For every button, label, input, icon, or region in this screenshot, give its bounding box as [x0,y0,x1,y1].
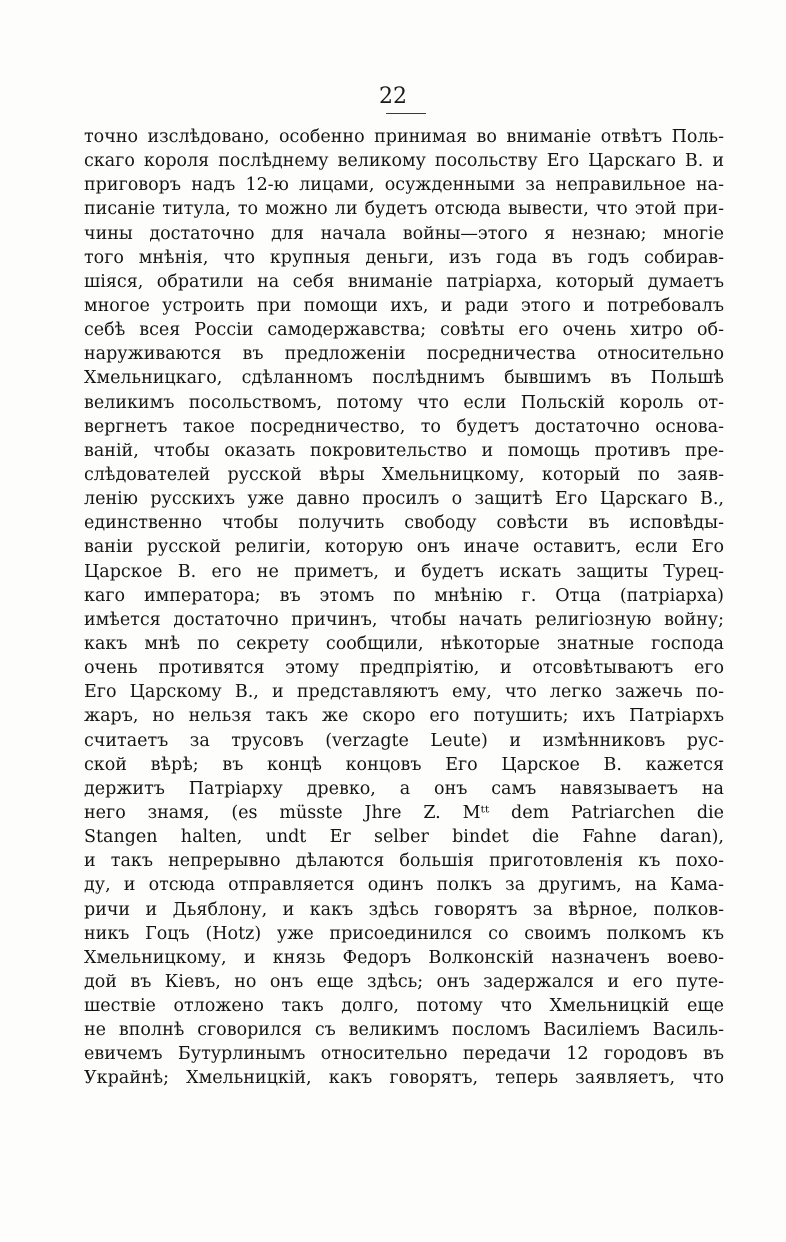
text-line: скаго короля послѣднему великому посольству Его Царскаго В. и [84,151,724,172]
text-line: того мнѣнія, что крупныя деньги, изъ года въ годъ собирав- [84,247,724,268]
text-line: единственно чтобы получить свободу совѣсти въ исповѣды- [84,513,724,534]
text-line: ской вѣрѣ; въ концѣ концовъ Его Царское В. кажется [84,754,724,775]
text-line: себѣ всея Россіи самодержавства; совѣты его очень хитро об- [84,320,724,341]
text-line: каго императора; въ этомъ по мнѣнію г. Отца (патріарха) [84,585,724,606]
text-line: имѣется достаточно причинъ, чтобы начать религіозную войну; [84,609,724,630]
text-line: шествіе отложено такъ долго, потому что Хмельницкій еще [84,996,724,1017]
text-line: Украйнѣ; Хмельницкій, какъ говорятъ, теперь заявляетъ, что [84,1068,724,1089]
text-line: какъ мнѣ по секрету сообщили, нѣкоторые знатные господа [84,633,724,654]
text-line: держитъ Патріарху древко, а онъ самъ навязываетъ на [84,778,724,799]
text-line: приговоръ надъ 12-ю лицами, осужденными за неправильное на- [84,175,724,196]
text-line: и такъ непрерывно дѣлаются большія приготовленія къ похо- [84,851,724,872]
text-line: ричи и Дьяблону, и какъ здѣсь говорятъ за вѣрное, полков- [84,899,724,920]
text-line: ваніи русской религіи, которую онъ иначе оставитъ, если Его [84,537,724,558]
text-line: него знамя, (es müsste Jhre Z. Mᵗᵗ dem Patriarchen die [84,802,724,823]
text-line: очень противятся этому предпріятію, и отсовѣтываютъ его [84,658,724,679]
text-line: вергнетъ такое посредничество, то будетъ достаточно основа- [84,416,724,437]
text-line: евичемъ Бутурлинымъ относительно передачи 12 городовъ въ [84,1044,724,1065]
text-line: писаніе титула, то можно ли будетъ отсюда вывести, что этой при- [84,199,724,220]
text-line: Его Царскому В., и представляютъ ему, что легко зажечь по- [84,682,724,703]
text-line: чины достаточно для начала войны—этого я незнаю; многіе [84,223,724,244]
text-line: Хмельницкаго, сдѣланномъ послѣднимъ бывшимъ въ Польшѣ [84,368,724,389]
text-line: наруживаются въ предложеніи посредничества относительно [84,344,724,365]
text-line: точно изслѣдовано, особенно принимая во вниманіе отвѣтъ Поль- [84,127,724,147]
text-line: дой въ Кіевъ, но онъ еще здѣсь; онъ задержался и его путе- [84,971,724,992]
text-line: Царское В. его не приметъ, и будетъ искать защиты Турец- [84,561,724,582]
page-number: 22 [379,84,407,109]
text-line: считаетъ за трусовъ (verzagte Leute) и измѣнниковъ рус- [84,730,724,751]
page-number-underline [386,113,426,114]
text-line: великимъ посольствомъ, потому что если Польскій король от- [84,392,724,413]
text-line: жаръ, но нельзя такъ же скоро его потушить; ихъ Патріархъ [84,706,724,727]
text-line: ваній, чтобы оказать покровительство и помощь противъ пре- [84,440,724,461]
body-text [84,125,724,1091]
text-line: не вполнѣ сговорился съ великимъ посломъ Василіемъ Василь- [84,1020,724,1041]
text-line: ду, и отсюда отправляется одинъ полкъ за другимъ, на Кама- [84,875,724,896]
text-line: слѣдователей русской вѣры Хмельницкому, который по заяв- [84,464,724,485]
text-line: Хмельницкому, и князь Федоръ Волконскій назначенъ воево- [84,947,724,968]
text-line: ленію русскихъ уже давно просилъ о защитѣ Его Царскаго В., [84,489,724,510]
text-line: многое устроить при помощи ихъ, и ради этого и потребовалъ [84,295,724,316]
text-line: шіяся, обратили на себя вниманіе патріарха, который думаетъ [84,271,724,292]
text-line: Stangen halten, undt Er selber bindet die Fahne daran), [84,827,724,848]
text-line: никъ Гоцъ (Hotz) уже присоединился со своимъ полкомъ къ [84,923,724,944]
